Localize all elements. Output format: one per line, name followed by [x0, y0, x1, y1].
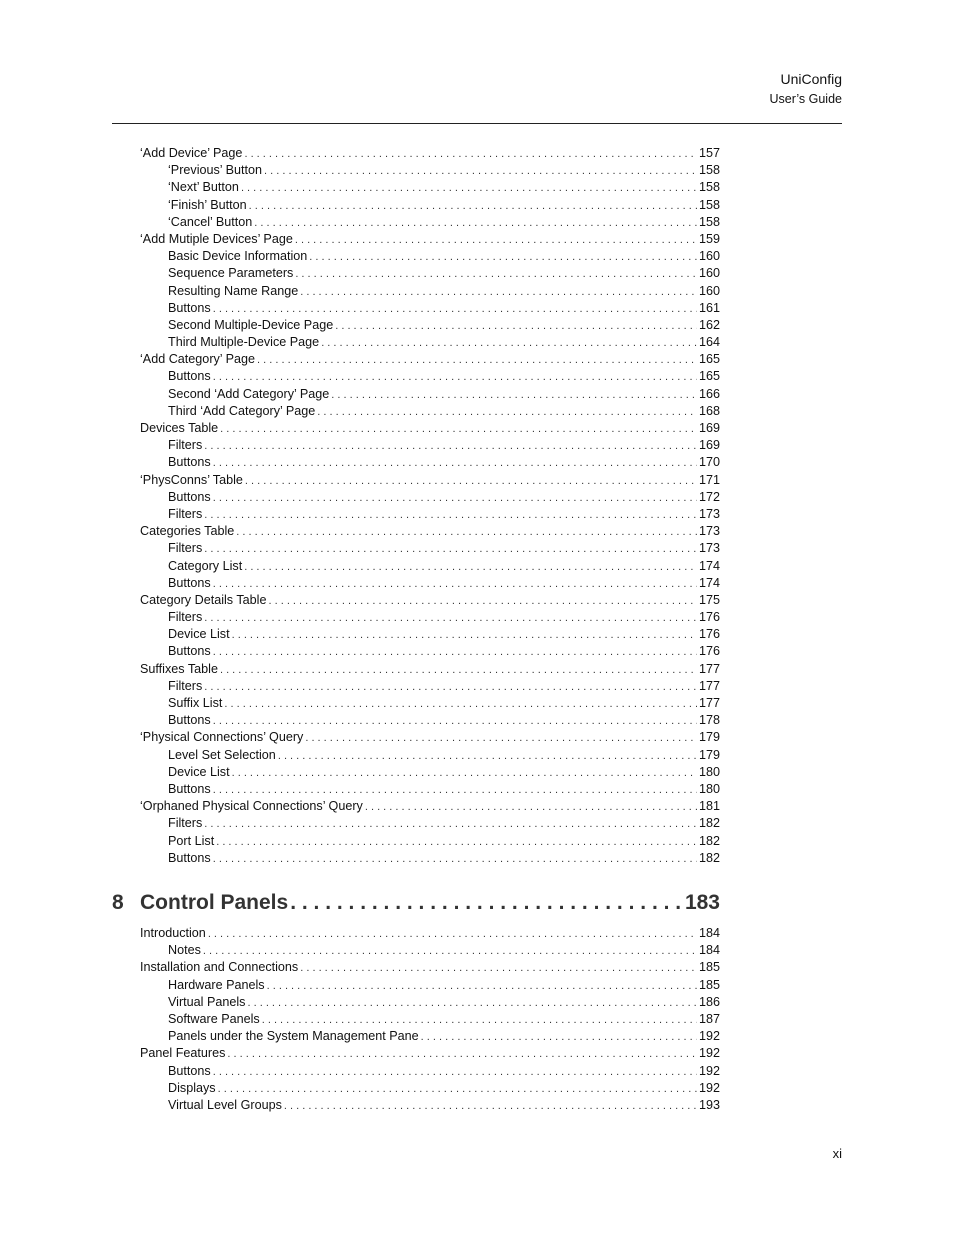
toc-entry-page: 184: [698, 943, 720, 958]
toc-leader-dots: [213, 851, 697, 868]
toc-entry-title: Buttons: [168, 1063, 211, 1078]
toc-entry-page: 164: [698, 335, 720, 350]
toc-entry-page: 175: [698, 592, 720, 607]
toc-leader-dots: [218, 1081, 697, 1098]
toc-entry[interactable]: [140, 403, 720, 420]
toc-entry-page: 172: [698, 489, 720, 504]
toc-entry-page: 158: [698, 214, 720, 229]
toc-entry-title: Buttons: [168, 369, 211, 384]
toc-leader-dots: [204, 541, 697, 558]
toc-leader-dots: [213, 490, 697, 507]
toc-entry-title: Hardware Panels: [168, 977, 265, 992]
toc-entry[interactable]: [140, 678, 720, 695]
page-number: xi: [832, 1146, 842, 1161]
toc-entry-title: ‘Add Category’ Page: [140, 352, 256, 367]
toc-entry[interactable]: [140, 454, 720, 471]
toc-entry[interactable]: [140, 386, 720, 403]
toc-entry-page: 158: [698, 163, 720, 178]
toc-entry-page: 186: [698, 994, 720, 1009]
toc-leader-dots: [300, 960, 697, 977]
chapter-page: 183: [684, 891, 720, 914]
toc-leader-dots: [295, 232, 697, 249]
toc-entry[interactable]: [140, 351, 720, 368]
toc-leader-dots: [213, 455, 697, 472]
toc-entry[interactable]: [140, 1080, 720, 1097]
toc-entry-page: 187: [698, 1011, 720, 1026]
toc-entry-page: 182: [698, 816, 720, 831]
toc-entry-page: 184: [698, 926, 720, 940]
toc-entry[interactable]: [140, 781, 720, 798]
toc-entry-page: 180: [698, 781, 720, 796]
toc-entry-title: Port List: [168, 833, 215, 848]
toc-entry[interactable]: [140, 575, 720, 592]
toc-entry-page: 157: [698, 146, 720, 160]
toc-leader-dots: [247, 995, 697, 1012]
toc-entry-title: Panels under the System Management Pane: [168, 1029, 419, 1044]
toc-entry-title: Second ‘Add Category’ Page: [168, 386, 330, 401]
toc-entry[interactable]: [140, 558, 720, 575]
toc-entry-page: 176: [698, 627, 720, 642]
toc-leader-dots: [213, 644, 697, 661]
toc-entry[interactable]: [140, 489, 720, 506]
toc-entry-title: Devices Table: [140, 421, 219, 435]
toc-entry-title: Buttons: [168, 575, 211, 590]
toc-entry-title: Displays: [168, 1080, 216, 1095]
toc-entry-page: 176: [698, 610, 720, 625]
toc-entry-title: Category Details Table: [140, 592, 267, 607]
toc-leader-dots: [204, 679, 697, 696]
toc-leader-dots: [204, 507, 697, 524]
toc-entry-title: ‘Add Device’ Page: [140, 146, 243, 160]
toc-entry[interactable]: [140, 472, 720, 489]
toc-entry[interactable]: [140, 712, 720, 729]
toc-entry-title: Buttons: [168, 850, 211, 865]
toc-entry-page: 192: [698, 1080, 720, 1095]
toc-entry-title: Filters: [168, 506, 203, 521]
toc-leader-dots: [295, 266, 697, 283]
toc-entry[interactable]: [140, 248, 720, 265]
toc-entry-page: 179: [698, 730, 720, 745]
toc-entry[interactable]: [140, 317, 720, 334]
toc-leader-dots: [204, 816, 697, 833]
toc-leader-dots: [305, 730, 697, 747]
toc-entry[interactable]: [140, 764, 720, 781]
toc-entry[interactable]: [140, 197, 720, 214]
toc-entry[interactable]: [140, 179, 720, 196]
toc-entry-page: 192: [698, 1063, 720, 1078]
toc-entry[interactable]: [140, 643, 720, 660]
toc-entry-page: 168: [698, 403, 720, 418]
toc-entry-page: 185: [698, 960, 720, 975]
toc-leader-dots: [245, 473, 697, 490]
toc-entry[interactable]: [140, 334, 720, 351]
toc-leader-dots: [257, 352, 697, 369]
toc-entry-page: 173: [698, 541, 720, 556]
toc-entry-title: Buttons: [168, 300, 211, 315]
toc-entry[interactable]: [140, 231, 720, 248]
toc-entry-title: Filters: [168, 438, 203, 453]
toc-leader-dots: [220, 662, 697, 679]
toc-entry-title: Resulting Name Range: [168, 283, 299, 298]
toc-entry-page: 179: [698, 747, 720, 762]
toc-entry[interactable]: [140, 265, 720, 282]
toc-leader-dots: [213, 301, 697, 318]
toc-entry-page: 192: [698, 1029, 720, 1044]
toc-leader-dots: [236, 524, 697, 541]
toc-entry[interactable]: [140, 977, 720, 994]
toc-entry[interactable]: [140, 420, 720, 437]
toc-leader-dots: [244, 559, 697, 576]
toc-entry-title: ‘Physical Connections’ Query: [140, 730, 304, 745]
toc-leader-dots: [213, 369, 697, 386]
chapter-number: 8: [112, 891, 124, 914]
toc-entry-page: 170: [698, 455, 720, 470]
toc-entry-page: 176: [698, 644, 720, 659]
toc-entry-title: Introduction: [140, 926, 206, 940]
toc-entry-title: Third ‘Add Category’ Page: [168, 403, 316, 418]
toc-entry-title: Buttons: [168, 455, 211, 470]
toc-leader-dots: [213, 713, 697, 730]
toc-entry-title: ‘Add Mutiple Devices’ Page: [140, 231, 293, 246]
toc-entry-title: Third Multiple-Device Page: [168, 335, 320, 350]
toc-leader-dots: [241, 180, 697, 197]
toc-entry-page: 182: [698, 833, 720, 848]
toc-entry[interactable]: [140, 942, 720, 959]
toc-leader-dots: [244, 146, 697, 163]
toc-entry-title: ‘Cancel’ Button: [168, 214, 253, 229]
toc-entry-title: Panel Features: [140, 1046, 226, 1061]
toc-entry[interactable]: [140, 609, 720, 626]
toc-entry-page: 182: [698, 850, 720, 865]
toc-leader-dots: [317, 404, 697, 421]
toc-leader-dots: [331, 387, 697, 404]
toc-entry-page: 166: [698, 386, 720, 401]
toc-entry[interactable]: [140, 1045, 720, 1062]
toc-entry-title: Filters: [168, 816, 203, 831]
toc-entry-title: Filters: [168, 610, 203, 625]
toc-leader-dots: [300, 284, 697, 301]
toc-entry-title: Software Panels: [168, 1011, 260, 1026]
toc-entry-page: 181: [698, 799, 720, 814]
toc-leader-dots: [264, 163, 697, 180]
toc-entry-title: Basic Device Information: [168, 249, 308, 264]
toc-leader-dots: [203, 943, 697, 960]
toc-entry-page: 178: [698, 713, 720, 728]
toc-leader-dots: [421, 1029, 697, 1046]
toc-entry-page: 165: [698, 369, 720, 384]
toc-leader-dots: [232, 765, 697, 782]
toc-entry[interactable]: [140, 798, 720, 815]
toc-entry[interactable]: [140, 925, 720, 942]
toc-entry-title: Installation and Connections: [140, 960, 299, 975]
toc-entry-title: ‘PhysConns’ Table: [140, 472, 243, 487]
toc-leader-dots: [204, 438, 697, 455]
toc-entry-title: Buttons: [168, 781, 211, 796]
toc-entry[interactable]: [140, 747, 720, 764]
toc-entry-title: ‘Orphaned Physical Connections’ Query: [140, 799, 363, 814]
toc-entry[interactable]: [140, 661, 720, 678]
toc-leader-dots: [220, 421, 697, 438]
toc-entry-page: 160: [698, 266, 720, 281]
toc-entry-title: Buttons: [168, 644, 211, 659]
toc-entry-title: Sequence Parameters: [168, 266, 294, 281]
toc-entry-title: Buttons: [168, 489, 211, 504]
toc-entry-title: ‘Next’ Button: [168, 180, 239, 195]
toc-entry-title: Device List: [168, 764, 230, 779]
toc-entry-title: Suffixes Table: [140, 661, 218, 676]
toc-entry-page: 169: [698, 438, 720, 453]
toc-leader-dots: [321, 335, 697, 352]
toc-entry-title: Buttons: [168, 713, 211, 728]
toc-entry[interactable]: [140, 162, 720, 179]
toc-leader-dots: [232, 627, 697, 644]
toc-entry-title: ‘Finish’ Button: [168, 197, 247, 212]
toc-entry-page: 174: [698, 558, 720, 573]
toc-entry-title: Virtual Panels: [168, 994, 246, 1009]
toc-entry-page: 160: [698, 249, 720, 264]
toc-entry-page: 158: [698, 180, 720, 195]
toc-entry[interactable]: [140, 959, 720, 976]
toc-entry[interactable]: [140, 994, 720, 1011]
toc-entry[interactable]: [140, 145, 720, 162]
toc-leader-dots: [224, 696, 697, 713]
toc-entry-page: 171: [698, 472, 720, 487]
toc-entry-title: Categories Table: [140, 524, 235, 539]
toc-entry-page: 180: [698, 764, 720, 779]
toc-leader-dots: [208, 926, 697, 943]
toc-entry-title: Device List: [168, 627, 230, 642]
toc-entry-title: Level Set Selection: [168, 747, 276, 762]
toc-entry-title: Suffix List: [168, 696, 223, 710]
toc-leader-dots: [262, 1012, 697, 1029]
toc-leader-dots: [213, 576, 697, 593]
toc-entry[interactable]: [140, 540, 720, 557]
toc-entry-page: 193: [698, 1097, 720, 1112]
toc-entry[interactable]: [140, 815, 720, 832]
toc-entry-title: Category List: [168, 558, 243, 573]
toc-leader-dots: [227, 1046, 697, 1063]
chapter-title: Control Panels: [140, 891, 289, 914]
toc-entry-title: ‘Previous’ Button: [168, 163, 263, 178]
toc-entry[interactable]: [140, 437, 720, 454]
toc-entry[interactable]: [140, 283, 720, 300]
toc-entry-page: 159: [698, 231, 720, 246]
toc-entry[interactable]: [140, 214, 720, 231]
toc-entry-page: 177: [698, 661, 720, 676]
toc-entry-page: 173: [698, 524, 720, 539]
toc-leader-dots: [267, 978, 697, 995]
toc-entry[interactable]: [140, 368, 720, 385]
toc-entry-page: 185: [698, 977, 720, 992]
running-header-title: UniConfig: [780, 71, 842, 87]
toc-entry-title: Filters: [168, 678, 203, 693]
toc-leader-dots: [278, 748, 697, 765]
toc-leader-dots: [309, 249, 697, 266]
toc-entry-title: Virtual Level Groups: [168, 1097, 282, 1112]
toc-entry[interactable]: [140, 626, 720, 643]
toc-leader-dots: [249, 198, 697, 215]
toc-leader-dots: [335, 318, 697, 335]
toc-entry[interactable]: [140, 300, 720, 317]
chapter-heading[interactable]: [112, 891, 720, 915]
toc-entry[interactable]: [140, 523, 720, 540]
toc-entry-page: 174: [698, 575, 720, 590]
toc-entry[interactable]: [140, 592, 720, 609]
chapter-leader-dots: [290, 891, 681, 915]
toc-entry-page: 161: [698, 300, 720, 315]
toc-entry[interactable]: [140, 729, 720, 746]
toc-entry[interactable]: [140, 695, 720, 712]
toc-entry-page: 192: [698, 1046, 720, 1061]
toc-leader-dots: [213, 782, 697, 799]
toc-leader-dots: [204, 610, 697, 627]
toc-entry-page: 173: [698, 506, 720, 521]
toc-entry-page: 177: [698, 696, 720, 710]
toc-list-section-2: [140, 925, 720, 1114]
toc-entry[interactable]: [140, 1011, 720, 1028]
toc-entry[interactable]: [140, 850, 720, 867]
toc-entry-title: Second Multiple-Device Page: [168, 317, 334, 332]
toc-list-section-1: [140, 145, 720, 867]
toc-entry-page: 158: [698, 197, 720, 212]
toc-entry[interactable]: [140, 506, 720, 523]
header-rule: [112, 123, 842, 124]
toc-leader-dots: [284, 1098, 697, 1115]
toc-entry-page: 160: [698, 283, 720, 298]
toc-leader-dots: [365, 799, 697, 816]
toc-entry[interactable]: [140, 1097, 720, 1114]
toc-entry-title: Notes: [168, 943, 201, 958]
toc-entry-title: Filters: [168, 541, 203, 556]
toc-leader-dots: [213, 1064, 697, 1081]
toc-entry[interactable]: [140, 833, 720, 850]
toc-entry-page: 162: [698, 317, 720, 332]
toc-entry[interactable]: [140, 1063, 720, 1080]
toc-entry[interactable]: [140, 1028, 720, 1045]
toc-leader-dots: [216, 834, 697, 851]
toc-entry-page: 177: [698, 678, 720, 693]
toc-entry-page: 165: [698, 352, 720, 367]
toc-leader-dots: [268, 593, 697, 610]
running-header-subtitle: User’s Guide: [769, 92, 842, 106]
toc-entry-page: 169: [698, 421, 720, 435]
toc-leader-dots: [254, 215, 697, 232]
